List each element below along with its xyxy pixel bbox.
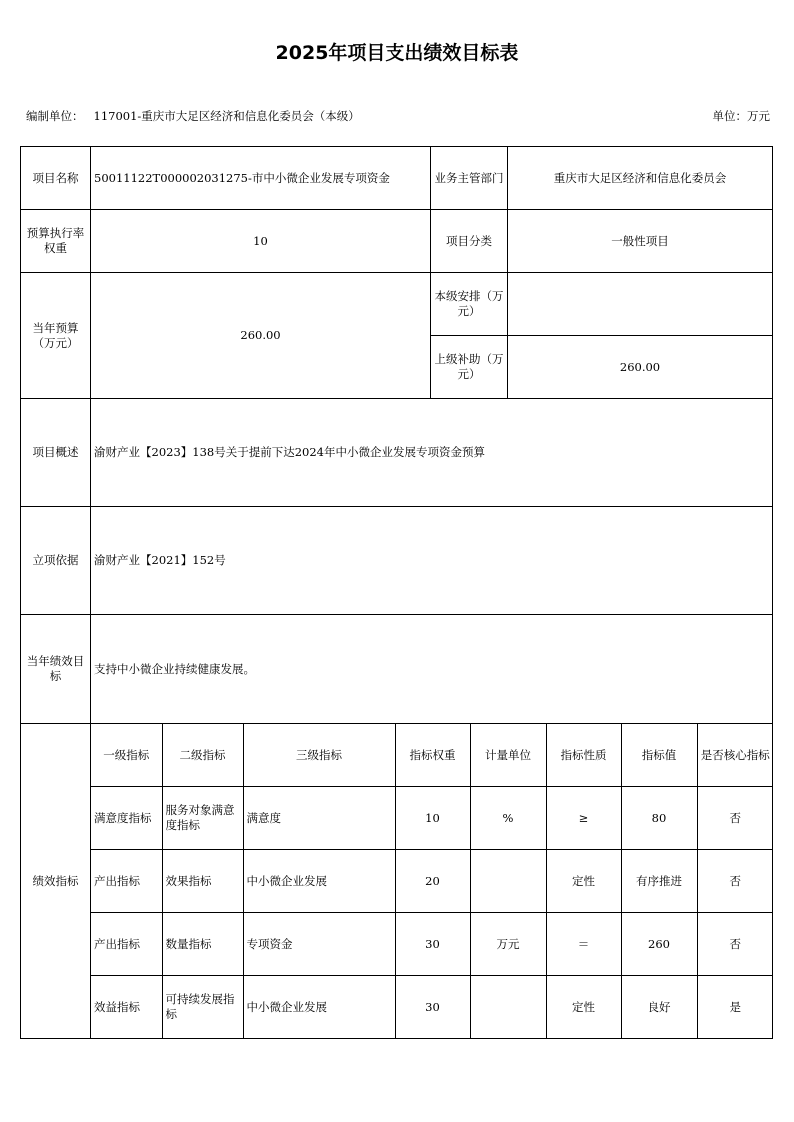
indicator-core: 否 <box>697 913 773 976</box>
indicator-core: 是 <box>697 976 773 1039</box>
indicators-label: 绩效指标 <box>21 724 91 1039</box>
indicator-core: 否 <box>697 850 773 913</box>
project-name-label: 项目名称 <box>21 147 91 210</box>
indicator-weight: 30 <box>395 913 470 976</box>
budget-value: 260.00 <box>91 273 431 399</box>
header-nature: 指标性质 <box>546 724 621 787</box>
compiling-unit-label: 编制单位： <box>26 109 84 123</box>
performance-table <box>20 146 773 1039</box>
indicator-value: 良好 <box>621 976 697 1039</box>
indicator-level3: 满意度 <box>243 787 395 850</box>
indicators-cell <box>91 724 773 1039</box>
indicator-unit: % <box>470 787 546 850</box>
overview-value: 渝财产业【2023】138号关于提前下达2024年中小微企业发展专项资金预算 <box>91 399 773 507</box>
compiling-unit <box>26 108 360 124</box>
indicator-row <box>91 850 773 913</box>
indicator-level2: 可持续发展指标 <box>162 976 243 1039</box>
dept-label: 业务主管部门 <box>431 147 508 210</box>
category-value: 一般性项目 <box>508 210 773 273</box>
indicator-level3: 中小微企业发展 <box>243 850 395 913</box>
indicator-nature: ≥ <box>546 787 621 850</box>
indicator-unit <box>470 850 546 913</box>
indicator-value: 有序推进 <box>621 850 697 913</box>
header-value: 指标值 <box>621 724 697 787</box>
indicator-value: 80 <box>621 787 697 850</box>
indicator-level3: 中小微企业发展 <box>243 976 395 1039</box>
rate-label: 预算执行率权重 <box>21 210 91 273</box>
category-label: 项目分类 <box>431 210 508 273</box>
indicator-row <box>91 976 773 1039</box>
basis-label: 立项依据 <box>21 507 91 615</box>
indicator-nature: 定性 <box>546 850 621 913</box>
project-name-value: 50011122T000002031275-市中小微企业发展专项资金 <box>91 147 431 210</box>
indicator-value: 260 <box>621 913 697 976</box>
goal-label: 当年绩效目标 <box>21 615 91 724</box>
local-value <box>508 273 773 336</box>
dept-value: 重庆市大足区经济和信息化委员会 <box>508 147 773 210</box>
indicator-level1: 满意度指标 <box>91 787 162 850</box>
basis-value: 渝财产业【2021】152号 <box>91 507 773 615</box>
indicator-weight: 30 <box>395 976 470 1039</box>
upper-value: 260.00 <box>508 336 773 399</box>
indicator-row <box>91 913 773 976</box>
indicator-level3: 专项资金 <box>243 913 395 976</box>
header-core: 是否核心指标 <box>697 724 773 787</box>
local-label: 本级安排（万元） <box>431 273 508 336</box>
indicator-level1: 效益指标 <box>91 976 162 1039</box>
header-level1: 一级指标 <box>91 724 162 787</box>
compiling-unit-value: 117001-重庆市大足区经济和信息化委员会（本级） <box>93 109 360 123</box>
indicator-nature: ＝ <box>546 913 621 976</box>
indicator-weight: 10 <box>395 787 470 850</box>
indicator-header-row <box>91 724 773 787</box>
indicator-unit: 万元 <box>470 913 546 976</box>
currency-unit: 单位：万元 <box>712 109 770 123</box>
upper-label: 上级补助（万元） <box>431 336 508 399</box>
indicator-nature: 定性 <box>546 976 621 1039</box>
header-level3: 三级指标 <box>243 724 395 787</box>
header-weight: 指标权重 <box>395 724 470 787</box>
indicator-unit <box>470 976 546 1039</box>
indicator-weight: 20 <box>395 850 470 913</box>
header-unit: 计量单位 <box>470 724 546 787</box>
indicator-row <box>91 787 773 850</box>
indicators-table <box>91 724 773 1038</box>
indicator-level1: 产出指标 <box>91 913 162 976</box>
goal-value: 支持中小微企业持续健康发展。 <box>91 615 773 724</box>
header-level2: 二级指标 <box>162 724 243 787</box>
indicator-level2: 效果指标 <box>162 850 243 913</box>
overview-label: 项目概述 <box>21 399 91 507</box>
budget-label: 当年预算（万元） <box>21 273 91 399</box>
page-title: 2025年项目支出绩效目标表 <box>275 42 519 64</box>
rate-value: 10 <box>91 210 431 273</box>
indicator-core: 否 <box>697 787 773 850</box>
indicator-level2: 数量指标 <box>162 913 243 976</box>
indicator-level2: 服务对象满意度指标 <box>162 787 243 850</box>
indicator-level1: 产出指标 <box>91 850 162 913</box>
indicators-body <box>91 724 773 1038</box>
